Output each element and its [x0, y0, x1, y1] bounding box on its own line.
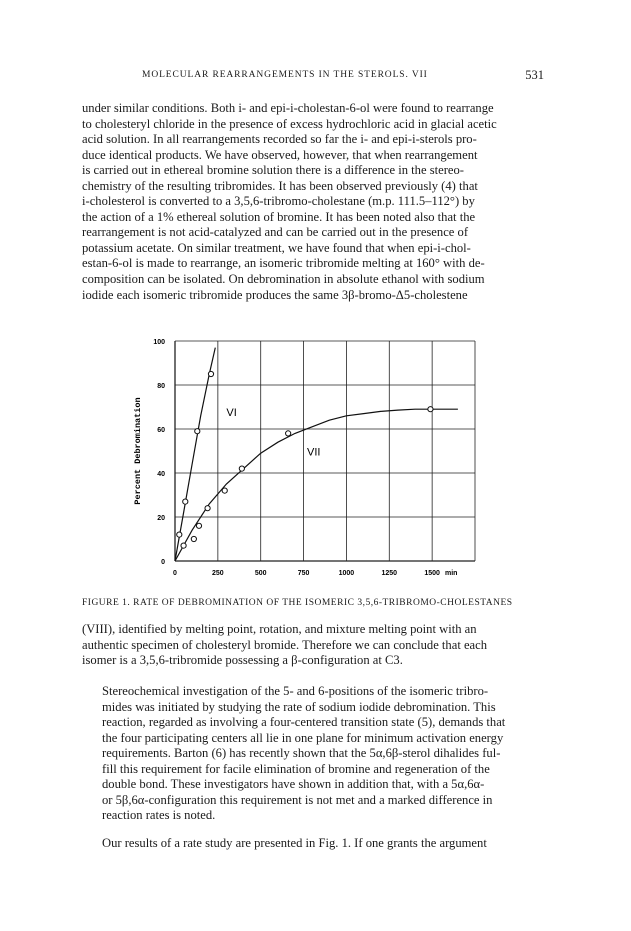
x-tick-label: 250: [212, 570, 224, 577]
text-line: composition can be isolated. On debromination in absolute ethanol with sodium: [82, 272, 485, 287]
x-tick-label: 500: [254, 570, 267, 577]
text-line: estan-6-ol is made to rearrange, an isomeric tribromide melting at 160° with de-: [82, 256, 485, 271]
text-line: authentic specimen of cholesteryl bromide. Therefore we can conclude that each: [82, 637, 488, 652]
text-line: requirements. Barton (6) has recently shown that the 5α,6β-sterol dihalides ful-: [102, 746, 501, 761]
text-line: under similar conditions. Both i- and epi-i-cholestan-6-ol were found to rearrange: [82, 101, 494, 115]
text-line: the action of a 1% ethereal solution of bromine. It has been noted also that the: [82, 209, 476, 224]
text-line: is carried out in ethereal bromine solution there is a difference in the stereo-: [82, 163, 464, 178]
series-line-vii: [175, 406, 458, 561]
data-point-vii: [286, 431, 291, 436]
data-point-vi: [208, 371, 213, 376]
text-line: (VIII), identified by melting point, rotation, and mixture melting point with an: [82, 622, 477, 636]
text-line: the four participating centers all lie in one plane for minimum activation energy: [102, 730, 504, 745]
text-line: acid solution. In all rearrangements recorded so far the i- and epi-i-sterols pro-: [82, 132, 477, 147]
page-number: 531: [525, 68, 544, 82]
y-axis-label: Percent Debromination: [133, 397, 143, 505]
figure-caption: [82, 598, 544, 608]
text-line: mides was initiated by studying the rate of sodium iodide debromination. This: [102, 699, 496, 714]
text-line: double bond. These investigators have shown in addition that, with a 5α,6α-: [102, 777, 485, 792]
data-point-vii: [191, 536, 196, 541]
x-tick-label: 0: [173, 570, 177, 577]
body-paragraph-2: [82, 622, 544, 669]
y-tick-label: 100: [153, 339, 165, 346]
data-point-vii: [428, 407, 433, 412]
text-line: Our results of a rate study are presented in Fig. 1. If one grants the argument: [102, 836, 487, 850]
figure-caption-text: FIGURE 1. RATE OF DEBROMINATION OF THE ISOMERIC 3,5,6-TRIBROMO-CHOLESTANES: [82, 598, 513, 608]
x-axis-unit: min: [445, 570, 458, 577]
x-tick-label: 1500: [424, 570, 440, 577]
x-tick-label: 1250: [381, 570, 398, 577]
y-tick-label: 0: [161, 559, 165, 566]
text-line: reaction rates is noted.: [102, 808, 216, 823]
x-tick-label: 750: [297, 570, 310, 577]
debromination-chart: [120, 326, 500, 592]
x-tick-label: 1000: [338, 570, 355, 577]
data-point-vii: [222, 488, 227, 493]
series-line-vi: [175, 348, 215, 561]
text-line: to cholesteryl chloride in the presence of excess hydrochloric acid in glacial acetic: [82, 116, 497, 131]
text-line: potassium acetate. On similar treatment, we have found that when epi-i-chol-: [82, 240, 471, 255]
y-tick-label: 80: [157, 383, 165, 390]
y-tick-label: 20: [157, 515, 165, 522]
series-label-vi: VI: [226, 406, 237, 419]
figure-1: [120, 326, 500, 592]
data-point-vii: [196, 523, 201, 528]
body-paragraph-4: [82, 836, 544, 852]
text-line: Stereochemical investigation of the 5- and 6-positions of the isomeric tribro-: [102, 684, 489, 698]
text-line: reaction, regarded as involving a four-centered transition state (5), demands that: [102, 715, 506, 730]
text-line: iodide each isomeric tribromide produces the same 3β-bromo-Δ5-cholestene: [82, 287, 468, 302]
text-line: isomer is a 3,5,6-tribromide possessing a β-configuration at C3.: [82, 653, 403, 668]
data-point-vii: [181, 543, 186, 548]
body-paragraph-1: [82, 101, 544, 303]
text-line: rearrangement is not acid-catalyzed and can be carried out in the presence of: [82, 225, 469, 240]
data-point-vii: [239, 466, 244, 471]
running-header: [82, 68, 544, 86]
y-tick-label: 40: [157, 471, 165, 478]
series-label-vii: VII: [307, 446, 321, 459]
text-line: or 5β,6α-configuration this requirement is not met and a marked difference in: [102, 792, 493, 807]
text-line: chemistry of the resulting tribromides. It has been observed previously (4) that: [82, 178, 478, 193]
text-line: duce identical products. We have observed, however, that when rearrangement: [82, 147, 478, 162]
text-line: i-cholesterol is converted to a 3,5,6-tribromo-cholestane (m.p. 111.5–112°) by: [82, 194, 475, 209]
y-tick-label: 60: [157, 427, 165, 434]
data-point-vi: [177, 532, 182, 537]
data-point-vi: [195, 429, 200, 434]
running-head-title: MOLECULAR REARRANGEMENTS IN THE STEROLS. VII: [142, 70, 428, 80]
body-paragraph-3: [82, 684, 544, 824]
data-point-vii: [205, 506, 210, 511]
data-point-vi: [183, 499, 188, 504]
text-line: fill this requirement for facile elimination of bromine and regeneration of the: [102, 761, 490, 776]
